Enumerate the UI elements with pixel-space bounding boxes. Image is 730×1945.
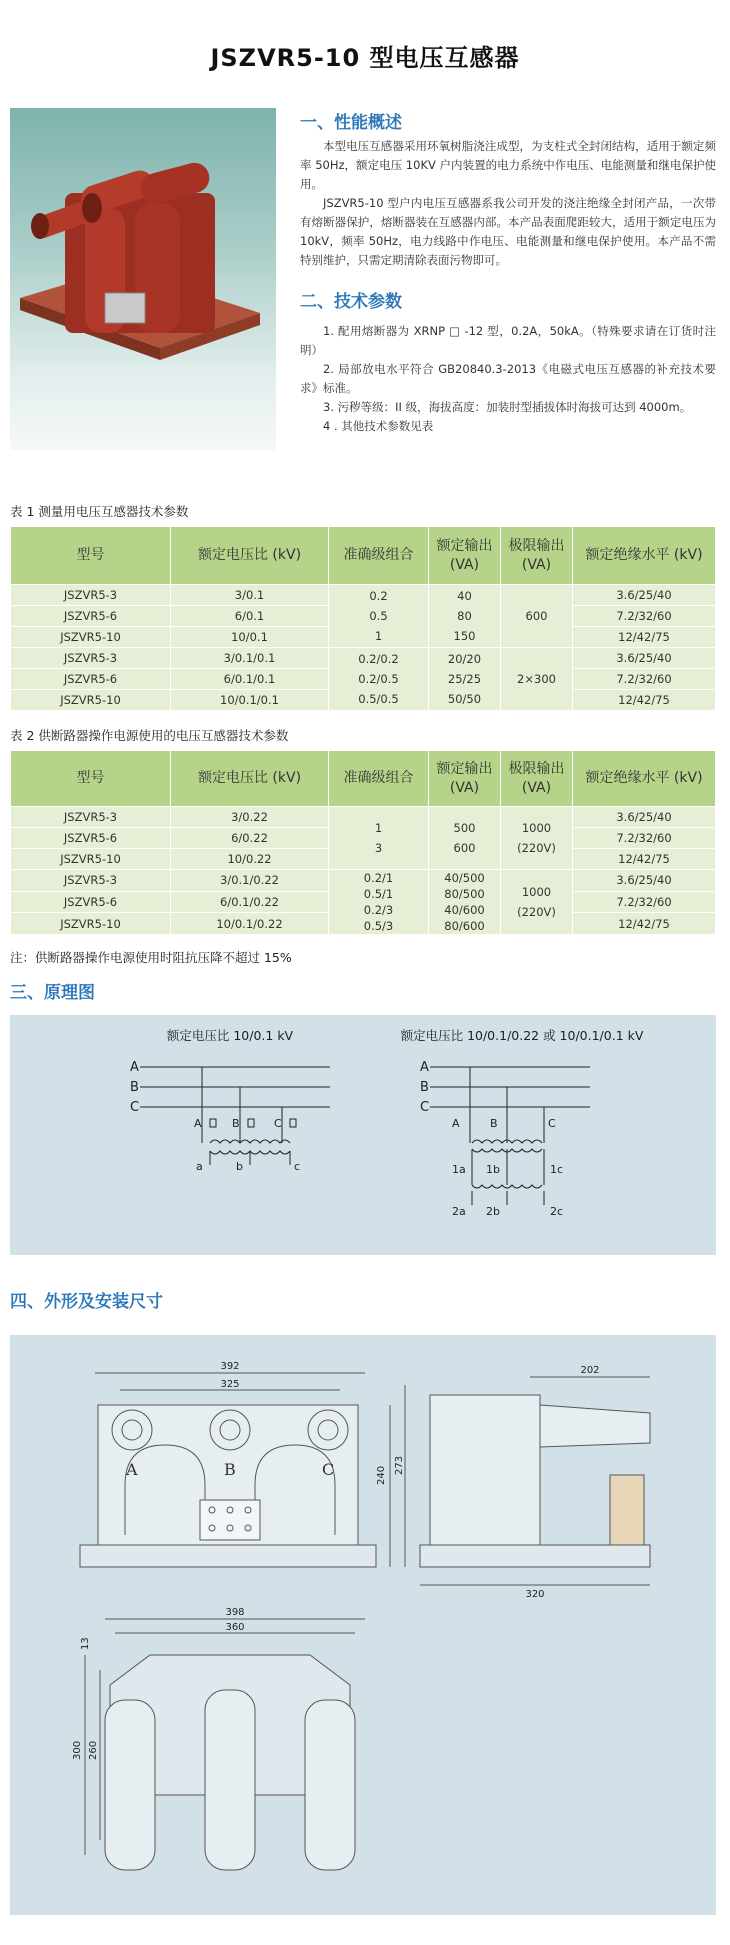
- terminal-label: b: [236, 1160, 243, 1173]
- table-header: 极限输出 (VA): [501, 527, 573, 585]
- table-cell: 3/0.1: [171, 585, 329, 606]
- terminal-label: B: [490, 1117, 498, 1130]
- table-cell: JSZVR5-3: [11, 648, 171, 669]
- table-cell: 0.2 0.5 1: [329, 585, 429, 648]
- dim-label: 260: [88, 1740, 99, 1760]
- table-cell: JSZVR5-3: [11, 807, 171, 828]
- table1: [10, 526, 716, 711]
- table-cell: 10/0.22: [171, 849, 329, 870]
- dim-label: 325: [220, 1379, 240, 1390]
- table-cell: 40/500 80/500 40/600 80/600: [429, 870, 501, 935]
- table-cell: 7.2/32/60: [573, 828, 716, 849]
- dimensions-panel: [10, 1335, 716, 1915]
- schematic-right-title: 额定电压比 10/0.1/0.22 或 10/0.1/0.1 kV: [400, 1028, 644, 1043]
- table-cell: 600: [501, 585, 573, 648]
- section-title-overview: 一、性能概述: [300, 113, 402, 133]
- table-cell: 3/0.1/0.1: [171, 648, 329, 669]
- table-header: 额定电压比 (kV): [171, 751, 329, 807]
- table-cell: 3.6/25/40: [573, 807, 716, 828]
- table-cell: JSZVR5-6: [11, 828, 171, 849]
- terminal-label: 1b: [486, 1163, 500, 1176]
- bus-label: A: [420, 1060, 429, 1075]
- table-cell: JSZVR5-10: [11, 690, 171, 711]
- bus-label: C: [130, 1100, 140, 1115]
- table-header: 极限输出 (VA): [501, 751, 573, 807]
- table-header: 准确级组合: [329, 527, 429, 585]
- schematic-diagram: [10, 1015, 716, 1255]
- dim-label: 398: [225, 1607, 245, 1618]
- table-cell: 20/20 25/25 50/50: [429, 648, 501, 711]
- dim-label: 202: [580, 1365, 600, 1376]
- param-item: 1. 配用熔断器为 XRNP □ -12 型，0.2A，50kA。（特殊要求请在订货时注明）: [300, 324, 716, 357]
- table-cell: 10/0.1/0.1: [171, 690, 329, 711]
- table-cell: JSZVR5-10: [11, 627, 171, 648]
- overview-text: [300, 137, 716, 270]
- dim-label: 240: [376, 1465, 387, 1485]
- overview-para-1: 本型电压互感器采用环氧树脂浇注成型，为支柱式全封闭结构，适用于额定频率 50Hz，额定电压 10KV 户内装置的电力系统中作电压、电能测量和继电保护使用。: [300, 139, 716, 191]
- terminal-label: A: [194, 1117, 202, 1130]
- table-header: 准确级组合: [329, 751, 429, 807]
- phase-label: A: [126, 1460, 138, 1479]
- dim-label: 273: [394, 1455, 405, 1475]
- table-cell: 6/0.1: [171, 606, 329, 627]
- table-cell: 40 80 150: [429, 585, 501, 648]
- table-cell: 2×300: [501, 648, 573, 711]
- table-cell: 3.6/25/40: [573, 648, 716, 669]
- dim-label: 360: [225, 1622, 245, 1633]
- phase-label: B: [224, 1460, 236, 1479]
- terminal-label: C: [274, 1117, 282, 1130]
- table-header: 额定输出 (VA): [429, 527, 501, 585]
- bus-label: B: [130, 1080, 139, 1095]
- terminal-label: c: [294, 1160, 301, 1173]
- table2: [10, 750, 716, 935]
- table2-caption: 表 2 供断路器操作电源使用的电压互感器技术参数: [10, 728, 289, 743]
- schematic-panel: [10, 1015, 716, 1255]
- terminal-label: 1a: [452, 1163, 466, 1176]
- overview-para-2: JSZVR5-10 型户内电压互感器系我公司开发的浇注绝缘全封闭产品，一次带有熔断器保护，熔断器装在互感器内部。本产品表面爬距较大，适用于额定电压为 10kV，频率 50Hz，电力线路中作电压、电能测量和继电保护使用。本产品不需特别维护，只需定期清除表面污物即可。: [300, 196, 716, 267]
- page-title: JSZVR5-10 型电压互感器: [210, 44, 520, 72]
- table-cell: JSZVR5-6: [11, 606, 171, 627]
- table-cell: 6/0.22: [171, 828, 329, 849]
- table-cell: JSZVR5-10: [11, 913, 171, 935]
- table-cell: 1000 (220V): [501, 870, 573, 935]
- transformer-image: [10, 108, 276, 450]
- terminal-label: A: [452, 1117, 460, 1130]
- table-cell: JSZVR5-10: [11, 849, 171, 870]
- bus-label: A: [130, 1060, 139, 1075]
- table-cell: 3.6/25/40: [573, 870, 716, 892]
- dim-label: 392: [220, 1361, 240, 1372]
- dim-label: 300: [72, 1740, 83, 1760]
- table-cell: 1000 (220V): [501, 807, 573, 870]
- table-cell: JSZVR5-3: [11, 585, 171, 606]
- table-note: 注：供断路器操作电源使用时阻抗压降不超过 15%: [10, 950, 292, 965]
- terminal-label: 2b: [486, 1205, 500, 1218]
- product-photo: [10, 108, 276, 450]
- bus-label: B: [420, 1080, 429, 1095]
- dimension-drawing: [10, 1335, 716, 1915]
- params-list: [300, 322, 716, 436]
- bus-label: C: [420, 1100, 430, 1115]
- table-cell: JSZVR5-6: [11, 891, 171, 913]
- table-cell: 6/0.1/0.1: [171, 669, 329, 690]
- terminal-label: B: [232, 1117, 240, 1130]
- param-item: 4 . 其他技术参数见表: [323, 419, 434, 433]
- phase-label: C: [322, 1460, 335, 1479]
- dim-label: 13: [80, 1637, 91, 1650]
- table-header: 额定输出 (VA): [429, 751, 501, 807]
- schematic-left-title: 额定电压比 10/0.1 kV: [166, 1028, 294, 1043]
- param-item: 2. 局部放电水平符合 GB20840.3-2013《电磁式电压互感器的补充技术要求》标准。: [300, 362, 716, 395]
- table-cell: 10/0.1: [171, 627, 329, 648]
- table-cell: 12/42/75: [573, 849, 716, 870]
- dim-label: 320: [525, 1589, 545, 1600]
- terminal-label: 1c: [550, 1163, 564, 1176]
- table-cell: 500 600: [429, 807, 501, 870]
- table-cell: 12/42/75: [573, 690, 716, 711]
- table-cell: 0.2/1 0.5/1 0.2/3 0.5/3: [329, 870, 429, 935]
- terminal-label: 2a: [452, 1205, 466, 1218]
- param-item: 3. 污秽等级：II 级，海拔高度：加装肘型插拔体时海拔可达到 4000m。: [323, 400, 692, 414]
- table-cell: JSZVR5-6: [11, 669, 171, 690]
- terminal-label: C: [548, 1117, 556, 1130]
- table-cell: 3.6/25/40: [573, 585, 716, 606]
- table-header: 额定电压比 (kV): [171, 527, 329, 585]
- table-cell: 7.2/32/60: [573, 891, 716, 913]
- table-cell: 6/0.1/0.22: [171, 891, 329, 913]
- table-cell: 12/42/75: [573, 627, 716, 648]
- section-title-dimensions: 四、外形及安装尺寸: [10, 1292, 163, 1312]
- table-cell: 1 3: [329, 807, 429, 870]
- table-cell: 0.2/0.2 0.2/0.5 0.5/0.5: [329, 648, 429, 711]
- table-cell: 12/42/75: [573, 913, 716, 935]
- table-cell: 3/0.1/0.22: [171, 870, 329, 892]
- section-title-schematic: 三、原理图: [10, 983, 95, 1003]
- table-cell: JSZVR5-3: [11, 870, 171, 892]
- table-cell: 7.2/32/60: [573, 669, 716, 690]
- table-cell: 10/0.1/0.22: [171, 913, 329, 935]
- table-cell: 7.2/32/60: [573, 606, 716, 627]
- table-header: 额定绝缘水平 (kV): [573, 527, 716, 585]
- table1-caption: 表 1 测量用电压互感器技术参数: [10, 504, 189, 519]
- section-title-params: 二、技术参数: [300, 292, 402, 312]
- table-header: 型号: [11, 527, 171, 585]
- table-cell: 3/0.22: [171, 807, 329, 828]
- table-header: 型号: [11, 751, 171, 807]
- terminal-label: 2c: [550, 1205, 564, 1218]
- table-header: 额定绝缘水平 (kV): [573, 751, 716, 807]
- terminal-label: a: [196, 1160, 203, 1173]
